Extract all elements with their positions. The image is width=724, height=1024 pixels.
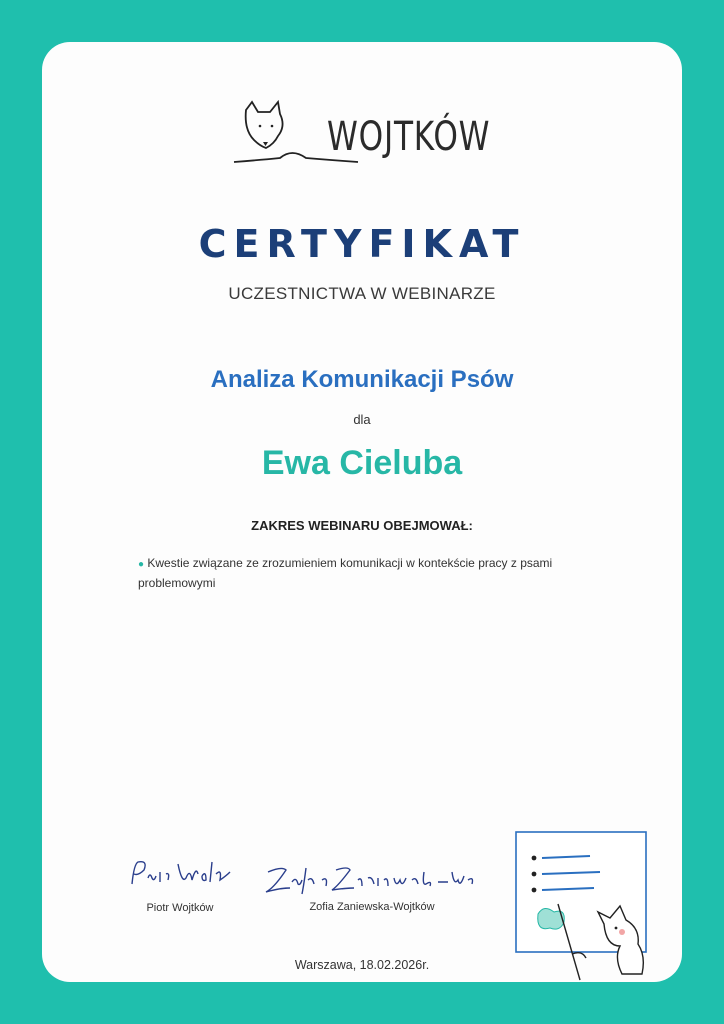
for-label: dla (353, 412, 371, 427)
signature-piotr (126, 854, 236, 894)
scope-list (138, 554, 598, 592)
participant-name: Ewa Cieluba (261, 444, 463, 482)
bullet-icon: ● (138, 559, 145, 570)
certificate-title: CERTYFIKAT (198, 222, 526, 266)
certificate-subtitle: UCZESTNICTWA W WEBINARZE (228, 284, 496, 303)
scope-item-text: Kwestie związane ze zrozumieniem komunikacji w kontekście pracy z psami problemowymi (138, 556, 553, 590)
scope-heading: ZAKRES WEBINARU OBEJMOWAŁ: (251, 518, 473, 533)
dog-at-whiteboard-icon (510, 828, 660, 988)
certificate-card (42, 42, 682, 982)
place-date: Warszawa, 18.02.2026r. (294, 958, 430, 972)
logo-text: WOJTKÓW (327, 114, 491, 160)
list-item (138, 554, 598, 592)
signature-zofia (262, 858, 477, 898)
signature-name-piotr: Piotr Wojtków (146, 902, 214, 914)
signature-name-zofia: Zofia Zaniewska-Wojtków (309, 901, 435, 913)
webinar-title: Analiza Komunikacji Psów (210, 366, 514, 393)
